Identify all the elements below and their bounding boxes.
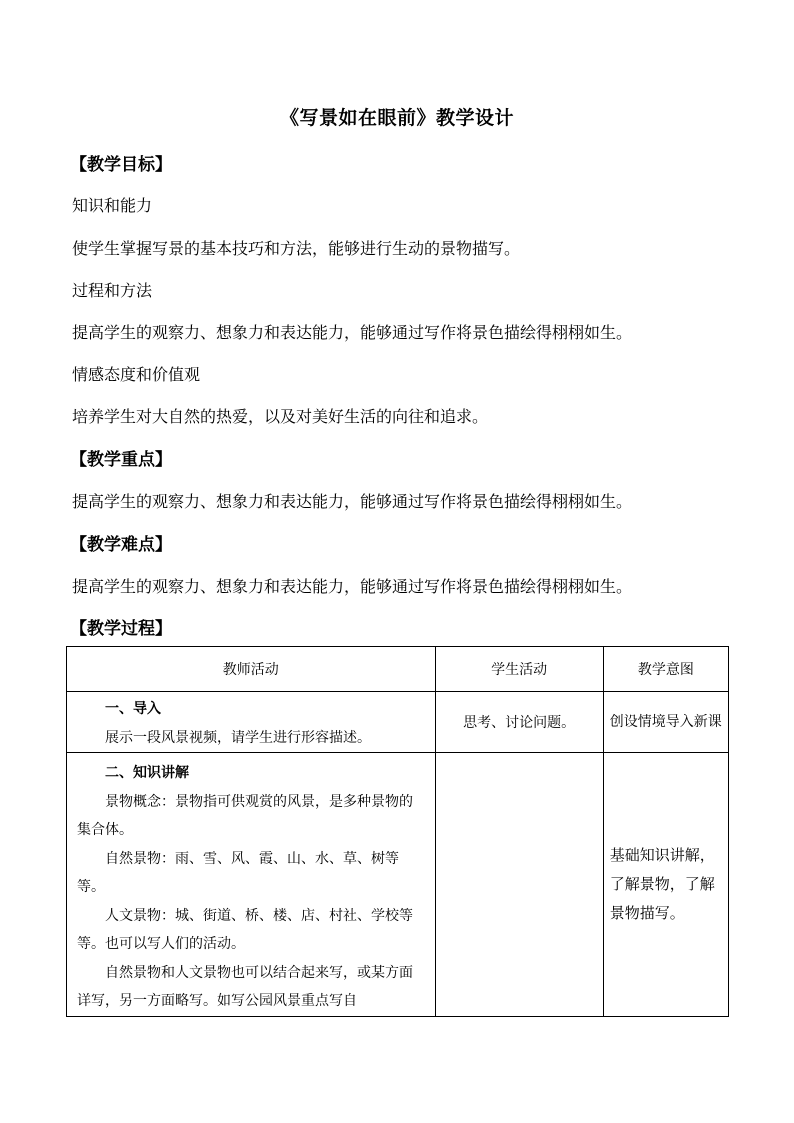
section-title: 一、导入 — [105, 701, 161, 717]
intent-cell: 创设情境导入新课 — [603, 692, 728, 753]
teacher-activity-text: 自然景物：雨、雪、风、霞、山、水、草、树等等。 — [77, 850, 399, 895]
column-header-teacher: 教师活动 — [67, 647, 436, 692]
table-row — [67, 753, 729, 1017]
difficulties-text: 提高学生的观察力、想象力和表达能力，能够通过写作将景色描绘得栩栩如生。 — [72, 577, 633, 596]
table-row — [67, 692, 729, 753]
document-title: 《写景如在眼前》教学设计 — [279, 107, 514, 129]
student-activity-cell: 思考、讨论问题。 — [435, 692, 603, 753]
teacher-activity-cell — [67, 753, 436, 1017]
teacher-activity-text: 展示一段风景视频，请学生进行形容描述。 — [105, 729, 371, 746]
section-title: 二、知识讲解 — [105, 765, 189, 781]
process-method-title: 过程和方法 — [72, 281, 153, 300]
column-header-intent: 教学意图 — [603, 647, 728, 692]
teaching-process-table — [66, 646, 729, 1017]
teacher-activity-text: 景物概念：景物指可供观赏的风景，是多种景物的集合体。 — [77, 793, 413, 838]
knowledge-title: 知识和能力 — [72, 196, 153, 215]
key-points-text: 提高学生的观察力、想象力和表达能力，能够通过写作将景色描绘得栩栩如生。 — [72, 492, 633, 511]
knowledge-text: 使学生掌握写景的基本技巧和方法，能够进行生动的景物描写。 — [72, 239, 521, 258]
intent-cell: 基础知识讲解，了解景物，了解景物描写。 — [603, 753, 728, 1017]
difficulties-heading: 【教学难点】 — [70, 535, 172, 555]
teacher-activity-cell — [67, 692, 436, 753]
teacher-activity-text: 人文景物：城、街道、桥、楼、店、村社、学校等等。也可以写人们的活动。 — [77, 907, 413, 952]
table-header-row — [67, 647, 729, 692]
process-method-text: 提高学生的观察力、想象力和表达能力，能够通过写作将景色描绘得栩栩如生。 — [72, 323, 633, 342]
emotion-text: 培养学生对大自然的热爱，以及对美好生活的向往和追求。 — [72, 407, 489, 426]
student-activity-cell — [435, 753, 603, 1017]
key-points-heading: 【教学重点】 — [70, 450, 172, 470]
teacher-activity-text: 自然景物和人文景物也可以结合起来写，或某方面详写，另一方面略写。如写公园风景重点写自 — [77, 964, 413, 1009]
process-heading: 【教学过程】 — [70, 619, 172, 639]
emotion-title: 情感态度和价值观 — [72, 365, 201, 384]
column-header-student: 学生活动 — [435, 647, 603, 692]
objectives-heading: 【教学目标】 — [70, 155, 172, 175]
